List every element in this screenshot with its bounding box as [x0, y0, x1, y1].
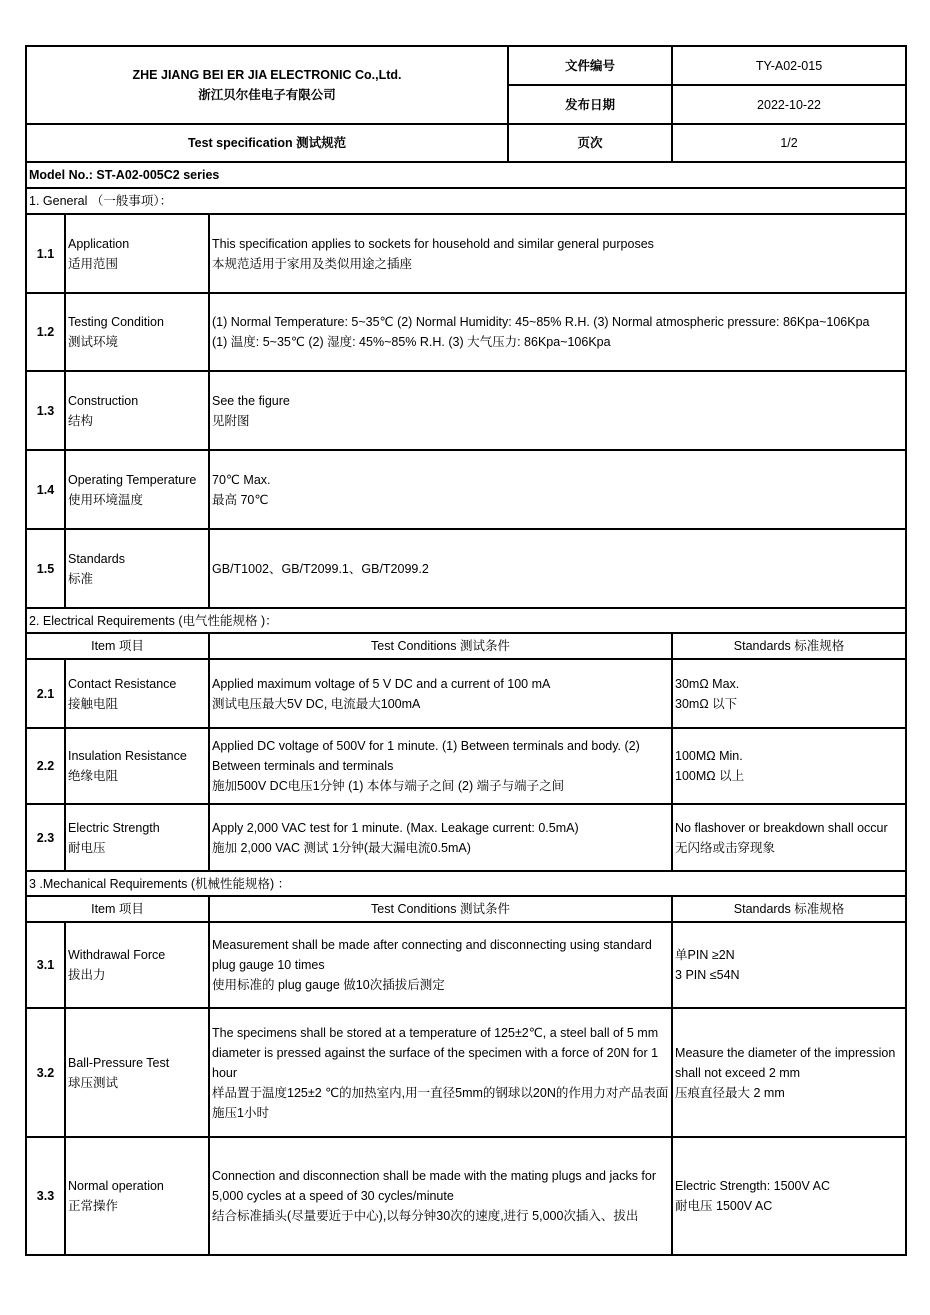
item-name: Contact Resistance 接触电阻 — [65, 659, 209, 728]
column-header-standards: Standards 标准规格 — [672, 633, 906, 659]
company-name-cn: 浙江贝尔佳电子有限公司 — [198, 88, 336, 102]
column-header-item: Item 项目 — [26, 896, 209, 922]
test-condition: Measurement shall be made after connecting and disconnecting using standard plug gauge 10 times 使用标准的 plug gauge 做10次插拔后测定 — [209, 922, 672, 1008]
item-name: Testing Condition 测试环境 — [65, 293, 209, 371]
item-description: 70℃ Max. 最高 70℃ — [209, 450, 906, 529]
item-name: Withdrawal Force 拔出力 — [65, 922, 209, 1008]
standard: Electric Strength: 1500V AC 耐电压 1500V AC — [672, 1137, 906, 1255]
table-row — [26, 1008, 906, 1137]
item-number: 2.2 — [26, 728, 65, 804]
item-name: Construction 结构 — [65, 371, 209, 450]
standard: No flashover or breakdown shall occur 无闪络或击穿现象 — [672, 804, 906, 871]
test-condition: Connection and disconnection shall be made with the mating plugs and jacks for 5,000 cycles at a speed of 30 cycles/minute 结合标准插头(尽量要近于中心),以每分钟30次的速度,进行 5,000次插入、拔出 — [209, 1137, 672, 1255]
test-condition: Apply 2,000 VAC test for 1 minute. (Max. Leakage current: 0.5mA) 施加 2,000 VAC 测试 1分钟(最大漏电流0.5mA) — [209, 804, 672, 871]
item-name: Electric Strength 耐电压 — [65, 804, 209, 871]
column-header-conditions: Test Conditions 测试条件 — [209, 633, 672, 659]
test-condition: Applied maximum voltage of 5 V DC and a current of 100 mA 测试电压最大5V DC, 电流最大100mA — [209, 659, 672, 728]
page-label: 页次 — [508, 124, 672, 162]
item-description: See the figure 见附图 — [209, 371, 906, 450]
item-description: This specification applies to sockets for household and similar general purposes 本规范适用于家用及类似用途之插座 — [209, 214, 906, 293]
column-header-standards: Standards 标准规格 — [672, 896, 906, 922]
company-name — [26, 46, 508, 124]
section-electrical-title: 2. Electrical Requirements (电气性能规格 )： — [26, 608, 906, 633]
item-name: Application 适用范围 — [65, 214, 209, 293]
item-number: 1.2 — [26, 293, 65, 371]
table-row — [26, 371, 906, 450]
item-number: 2.1 — [26, 659, 65, 728]
table-row — [26, 529, 906, 608]
document-title: Test specification 测试规范 — [26, 124, 508, 162]
page-number: 1/2 — [672, 124, 906, 162]
standard: Measure the diameter of the impression shall not exceed 2 mm 压痕直径最大 2 mm — [672, 1008, 906, 1137]
model-number: Model No.: ST-A02-005C2 series — [26, 162, 906, 188]
table-row — [26, 728, 906, 804]
test-condition: Applied DC voltage of 500V for 1 minute. (1) Between terminals and body. (2) Between terminals and terminals 施加500V DC电压1分钟 (1) 本体与端子之间 (2) 端子与端子之间 — [209, 728, 672, 804]
item-name: Ball-Pressure Test 球压测试 — [65, 1008, 209, 1137]
item-number: 3.1 — [26, 922, 65, 1008]
column-header-conditions: Test Conditions 测试条件 — [209, 896, 672, 922]
standard: 100MΩ Min. 100MΩ 以上 — [672, 728, 906, 804]
spec-sheet — [25, 45, 907, 1256]
item-number: 1.5 — [26, 529, 65, 608]
standard: 30mΩ Max. 30mΩ 以下 — [672, 659, 906, 728]
standard: 单PIN ≥2N 3 PIN ≤54N — [672, 922, 906, 1008]
item-description: (1) Normal Temperature: 5~35℃ (2) Normal Humidity: 45~85% R.H. (3) Normal atmospheric pressure: 86Kpa~106Kpa (1) 温度: 5~35℃ (2) 湿度: 45%~85% R.H. (3) 大气压力: 86Kpa~106Kpa — [209, 293, 906, 371]
table-row — [26, 922, 906, 1008]
table-row — [26, 659, 906, 728]
item-name: Normal operation 正常操作 — [65, 1137, 209, 1255]
item-number: 3.2 — [26, 1008, 65, 1137]
release-date: 2022-10-22 — [672, 85, 906, 124]
item-description: GB/T1002、GB/T2099.1、GB/T2099.2 — [209, 529, 906, 608]
test-condition: The specimens shall be stored at a temperature of 125±2℃, a steel ball of 5 mm diameter is pressed against the surface of the specimen with a force of 20N for 1 hour 样品置于温度125±2 ℃的加热室内,用一直径5mm的钢球以20N的作用力对产品表面施压1小时 — [209, 1008, 672, 1137]
table-row — [26, 293, 906, 371]
item-number: 1.4 — [26, 450, 65, 529]
section-mechanical-title: 3 .Mechanical Requirements (机械性能规格) ： — [26, 871, 906, 896]
item-number: 1.3 — [26, 371, 65, 450]
item-name: Standards 标准 — [65, 529, 209, 608]
company-name-en: ZHE JIANG BEI ER JIA ELECTRONIC Co.,Ltd. — [132, 68, 402, 82]
doc-number: TY-A02-015 — [672, 46, 906, 85]
section-general-title: 1. General （一般事项）： — [26, 188, 906, 214]
item-name: Operating Temperature 使用环境温度 — [65, 450, 209, 529]
item-name: Insulation Resistance 绝缘电阻 — [65, 728, 209, 804]
table-row — [26, 1137, 906, 1255]
item-number: 1.1 — [26, 214, 65, 293]
item-number: 3.3 — [26, 1137, 65, 1255]
release-date-label: 发布日期 — [508, 85, 672, 124]
item-number: 2.3 — [26, 804, 65, 871]
table-row — [26, 450, 906, 529]
table-row — [26, 804, 906, 871]
table-row — [26, 214, 906, 293]
doc-number-label: 文件编号 — [508, 46, 672, 85]
column-header-item: Item 项目 — [26, 633, 209, 659]
